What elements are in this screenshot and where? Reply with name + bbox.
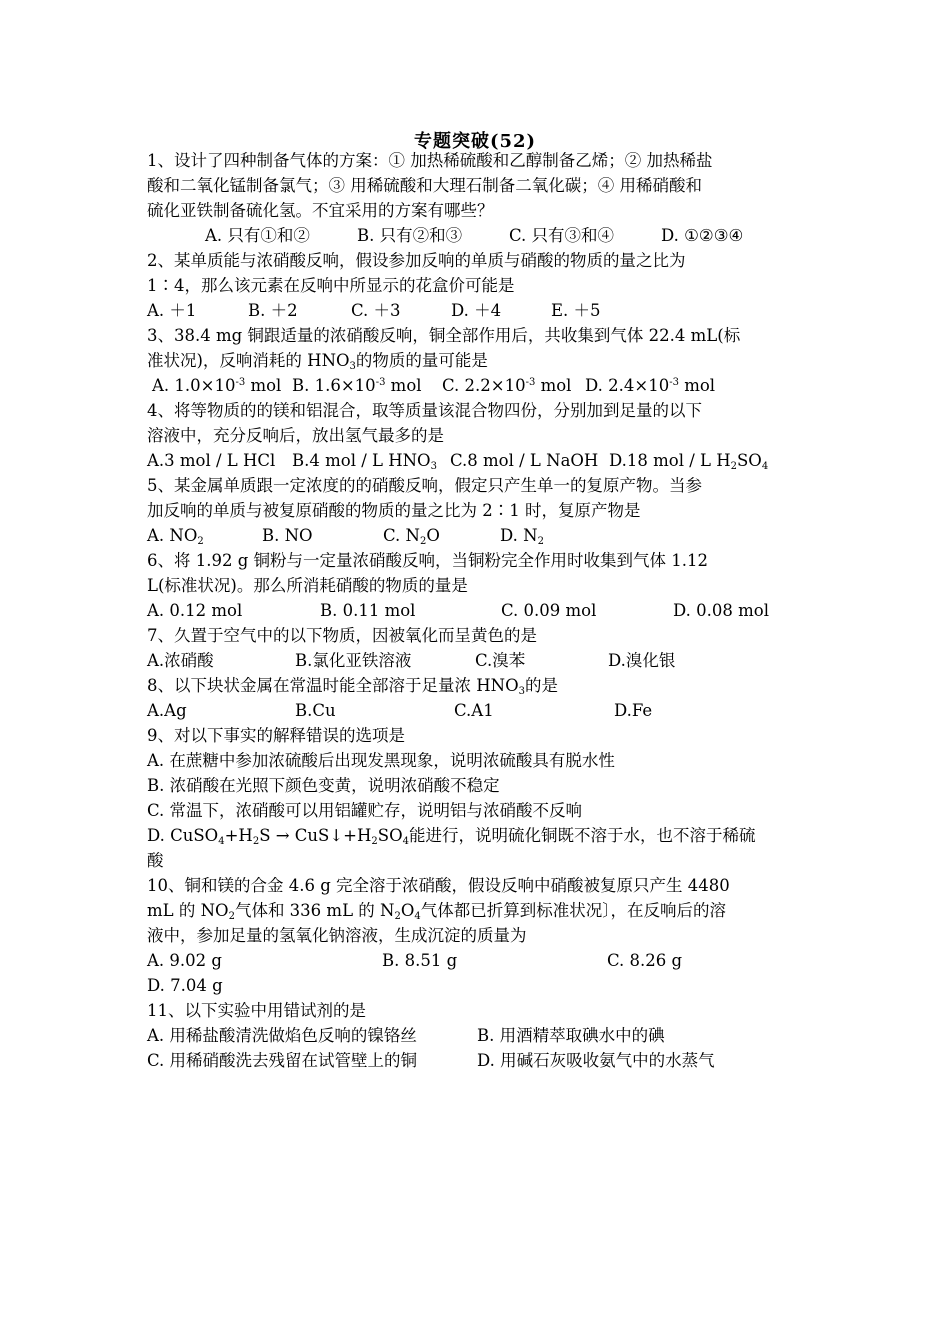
q9-option-b: B. 浓硝酸在光照下颜色变黄，说明浓硝酸不稳定 (147, 776, 500, 795)
q4-option-b: B.4 mol / L $HNO_3$ (292, 451, 437, 472)
q10-line-3: 液中，参加足量的氢氧化钠溶液，生成沉淀的质量为 (147, 926, 527, 945)
q2-option-b: B. ＋2 (248, 301, 298, 320)
q7-line-1: 7、久置于空气中的以下物质，因被氧化而呈黄色的是 (147, 626, 537, 645)
q1-option-a: A. 只有①和② (205, 226, 310, 245)
q8-option-b: B.Cu (295, 701, 336, 720)
q1-option-d: D. ①②③④ (661, 226, 744, 245)
q4-option-c: C.8 mol / L NaOH (450, 451, 599, 470)
q1-option-c: C. 只有③和④ (509, 226, 615, 245)
q1-line-2: 酸和二氧化锰制备氯气；③ 用稀硫酸和大理石制备二氧化碳；④ 用稀硝酸和 (147, 176, 702, 195)
q10-option-b: B. 8.51 g (382, 951, 458, 970)
q2-line-1: 2、某单质能与浓硝酸反响，假设参加反响的单质与硝酸的物质的量之比为 (147, 251, 686, 270)
q10-line-1: 10、铜和镁的合金 4.6 g 完全溶于浓硝酸，假设反响中硝酸被复原只产生 4480 (147, 876, 730, 895)
q3-option-c: C. $2.2\times 10^{-3}$ mol (442, 376, 572, 395)
q11-option-c: C. 用稀硝酸洗去残留在试管壁上的铜 (147, 1051, 418, 1070)
q2-option-e: E. ＋5 (551, 301, 601, 320)
q9-option-a: A. 在蔗糖中参加浓硫酸后出现发黑现象，说明浓硫酸具有脱水性 (147, 751, 615, 770)
q6-option-c: C. 0.09 mol (501, 601, 597, 620)
q3-option-d: D. $2.4\times 10^{-3}$ mol (585, 376, 716, 395)
q2-option-d: D. ＋4 (451, 301, 502, 320)
q5-line-1: 5、某金属单质跟一定浓度的的硝酸反响，假定只产生单一的复原产物。当参 (147, 476, 702, 495)
q11-option-a: A. 用稀盐酸清洗做焰色反响的镍铬丝 (147, 1026, 417, 1045)
q8-option-c: C.A1 (454, 701, 494, 720)
q4-line-1: 4、将等物质的的镁和铝混合，取等质量该混合物四份，分别加到足量的以下 (147, 401, 702, 420)
q7-option-b: B.氯化亚铁溶液 (295, 651, 412, 670)
q6-option-d: D. 0.08 mol (673, 601, 769, 620)
q3-option-a: A. $1.0\times 10^{-3}$ mol (152, 376, 282, 395)
q9-option-d: D. $CuSO_4+H_2S$ → $CuS↓+H_2SO_4$能进行，说明硫化铜既不溶于水，也不溶于稀硫 (147, 826, 756, 847)
q7-option-d: D.溴化银 (608, 651, 676, 670)
q9-line-1: 9、对以下事实的解释错误的选项是 (147, 726, 405, 745)
q1-option-b: B. 只有②和③ (357, 226, 463, 245)
q2-option-a: A. ＋1 (147, 301, 197, 320)
q11-option-b: B. 用酒精萃取碘水中的碘 (477, 1026, 665, 1045)
q3-line-2: 准状况)，反响消耗的 $HNO_3$的物质的量可能是 (147, 351, 488, 372)
q6-line-2: L(标准状况)。那么所消耗硝酸的物质的量是 (147, 576, 468, 595)
q3-line-1: 3、38.4 mg 铜跟适量的浓硝酸反响，铜全部作用后，共收集到气体 22.4 mL(标 (147, 326, 741, 345)
q6-option-b: B. 0.11 mol (320, 601, 416, 620)
q4-option-a: A.3 mol / L HCl (147, 451, 276, 470)
page-title: 专题突破(52) (413, 131, 537, 152)
q7-option-a: A.浓硝酸 (147, 651, 214, 670)
q1-line-3: 硫化亚铁制备硫化氢。不宜采用的方案有哪些？ (147, 201, 494, 220)
q3-option-b: B. $1.6\times 10^{-3}$ mol (292, 376, 422, 395)
q5-option-a: A. $NO_2$ (147, 526, 204, 547)
q11-option-d: D. 用碱石灰吸收氨气中的水蒸气 (477, 1051, 715, 1070)
q6-option-a: A. 0.12 mol (147, 601, 243, 620)
q8-option-d: D.Fe (614, 701, 653, 720)
q10-option-a: A. 9.02 g (147, 951, 222, 970)
q2-option-c: C. ＋3 (351, 301, 401, 320)
q8-option-a: A.Ag (147, 701, 187, 720)
q5-option-b: B. NO (262, 526, 313, 545)
q4-option-d: D.18 mol / L $H_2SO_4$ (609, 451, 769, 472)
q5-option-d: D. $N_2$ (500, 526, 544, 547)
q4-line-2: 溶液中，充分反响后，放出氢气最多的是 (147, 426, 444, 445)
q5-option-c: C. $N_2O$ (383, 526, 440, 547)
q5-line-2: 加反响的单质与被复原硝酸的物质的量之比为 2∶1 时，复原产物是 (147, 501, 641, 520)
q8-line-1: 8、以下块状金属在常温时能全部溶于足量浓 $HNO_3$的是 (147, 676, 558, 697)
q11-line-1: 11、以下实验中用错试剂的是 (147, 1001, 366, 1020)
q10-option-d: D. 7.04 g (147, 976, 223, 995)
q1-line-1: 1、设计了四种制备气体的方案：① 加热稀硫酸和乙醇制备乙烯；② 加热稀盐 (147, 151, 713, 170)
q10-line-2: mL 的 $NO_2$气体和 336 mL 的 $N_2O_4$气体都已折算到标准状况〕，在反响后的溶 (147, 901, 726, 922)
q9-option-c: C. 常温下，浓硝酸可以用铝罐贮存，说明铝与浓硝酸不反响 (147, 801, 583, 820)
q9-option-d-cont: 酸 (147, 851, 164, 870)
q6-line-1: 6、将 1.92 g 铜粉与一定量浓硝酸反响，当铜粉完全作用时收集到气体 1.12 (147, 551, 709, 570)
q2-line-2: 1∶4，那么该元素在反响中所显示的花盒价可能是 (147, 276, 515, 295)
q7-option-c: C.溴苯 (475, 651, 526, 670)
q10-option-c: C. 8.26 g (607, 951, 683, 970)
